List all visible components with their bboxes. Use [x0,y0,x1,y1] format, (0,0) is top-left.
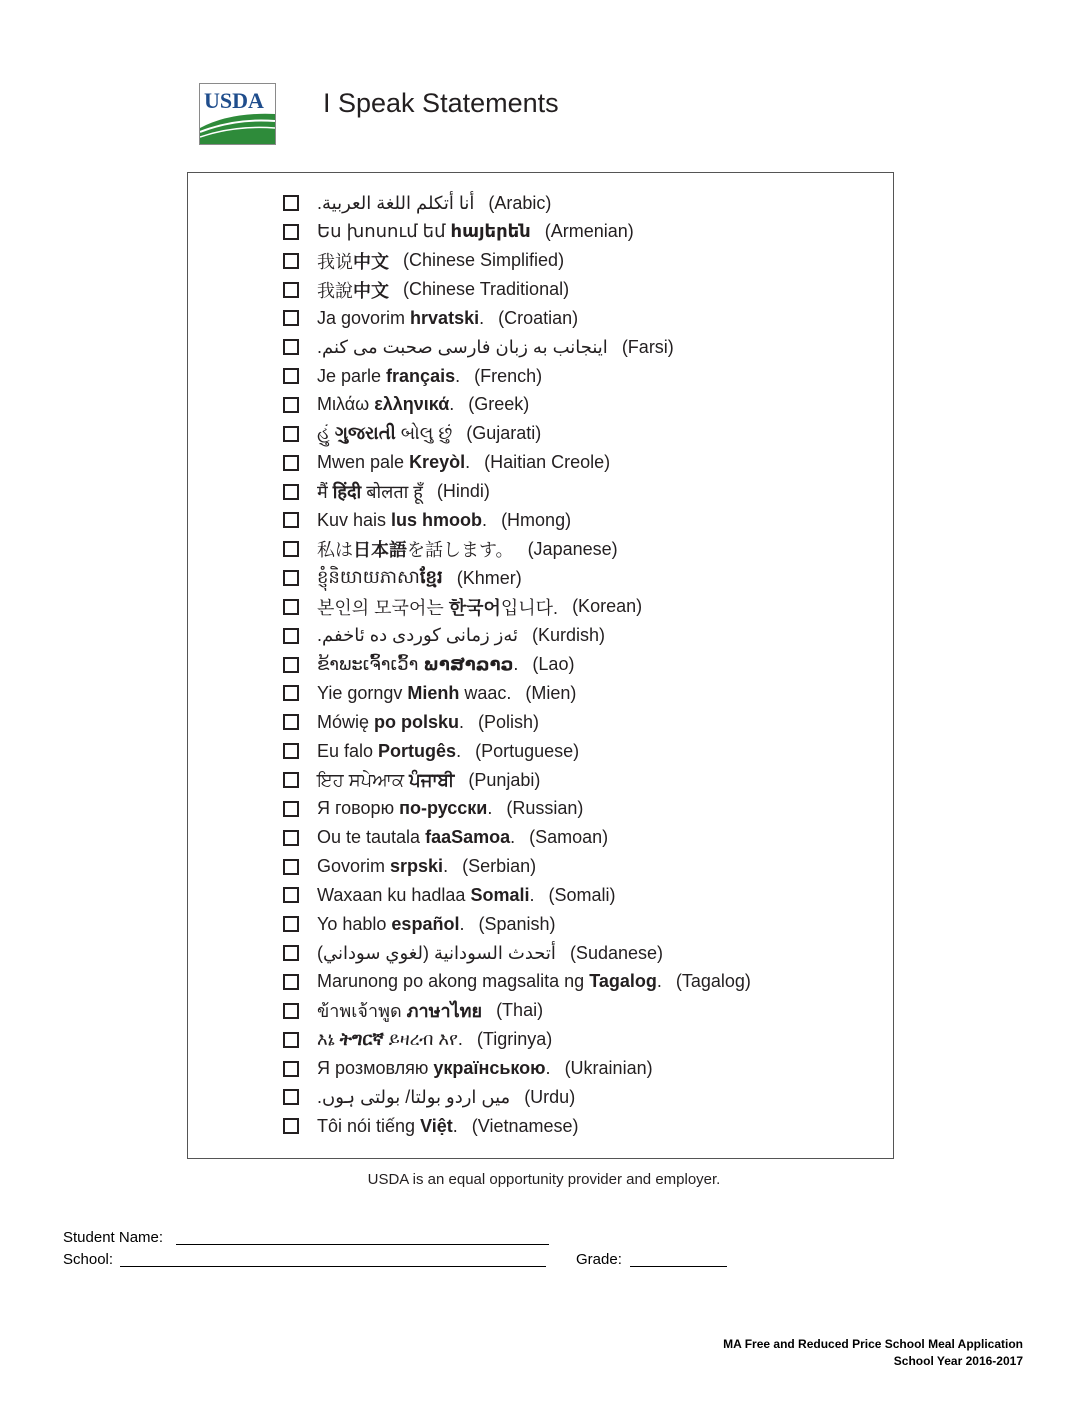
language-statement [317,452,470,473]
language-statement [317,221,531,242]
statement-text-end: waac. [459,682,512,703]
language-english-name: (Haitian Creole) [484,452,611,473]
language-english-name: (Ukrainian) [564,1058,653,1078]
language-checkbox[interactable] [283,887,299,903]
statement-text: 본인의 모국어는 [317,597,449,618]
language-row [283,363,542,389]
statement-text: ข้าพเจ้าพูด [317,1001,407,1022]
grade-field[interactable] [630,1266,727,1267]
language-statement [317,394,454,415]
statement-text: ខ្ញុំនិយាយភាសា [317,566,420,587]
language-row [283,277,569,303]
language-name-bold: ภาษาไทย [406,1001,483,1022]
language-checkbox[interactable] [283,743,299,759]
language-checkbox[interactable] [283,397,299,413]
language-checkbox[interactable] [283,570,299,586]
statement-text: Govorim [317,856,391,877]
statement-text: Waxaan ku hadlaa [317,884,471,905]
statement-text: 我說 [317,280,353,301]
language-name-bold: 日本語 [353,540,407,561]
language-row [283,565,522,591]
language-statement [317,914,464,935]
language-name-bold: ગુજરાતી [334,423,396,444]
language-name-bold: українською [433,1058,546,1078]
language-name-bold: faaSamoa [425,827,511,848]
language-english-name: (Polish) [478,711,540,732]
statement-text: እኔ [317,1029,340,1050]
language-checkbox[interactable] [283,224,299,240]
language-row [283,248,564,274]
language-name-bold: по-русски [399,798,488,819]
language-english-name: (Sudanese) [569,942,663,963]
statement-text: Marunong po akong magsalita ng [317,971,590,992]
language-row [283,1084,575,1110]
language-row [283,854,536,880]
language-statement [317,510,487,531]
statement-text: Tôi nói tiếng [317,1115,421,1136]
language-name-bold: Tagalog [589,971,657,992]
language-row [283,392,529,418]
statement-text-end: . [465,452,471,473]
language-statement [317,366,460,387]
language-row [283,940,663,966]
language-name-bold: Somali [470,884,530,905]
language-english-name: (Arabic) [488,192,552,213]
language-statement [317,798,492,819]
statement-text: Yo hablo [317,913,392,934]
language-english-name: (Hmong) [501,509,572,530]
language-statement [317,827,515,848]
language-english-name: (Spanish) [478,913,556,934]
language-name-bold: Việt [420,1115,453,1136]
language-english-name: (Armenian) [544,221,634,242]
language-name-bold: lus hmoob [391,509,483,530]
language-row [283,738,579,764]
language-checkbox[interactable] [283,541,299,557]
language-row [283,334,674,360]
language-checkbox[interactable] [283,253,299,269]
statement-text-end: . [513,654,519,675]
usda-logo-graphic [200,84,275,144]
language-row [283,1056,653,1082]
language-name-bold: հայերեն [450,221,531,242]
language-statement [317,594,558,620]
grade-label: Grade: [576,1251,622,1268]
statement-text: ਇਹ ਸਪੇਆਕ [317,769,410,790]
statement-text: Ես խոսում եմ [317,221,451,242]
statement-text-end: ئەز زمانی کوردی دە ئاخفم. [317,625,519,646]
language-english-name: (Greek) [468,394,530,415]
language-english-name: (Thai) [496,1000,544,1021]
statement-text-end: . [487,798,493,819]
statement-text-end: . [479,307,485,328]
statement-text: Ou te tautala [317,827,426,848]
language-row [283,1027,552,1053]
school-year: School Year 2016-2017 [893,1354,1023,1368]
statement-text: ຂ້າພະເຈົ້າເວົ້າ [317,654,424,675]
language-statement [317,712,464,733]
statement-text: Я говорю [317,798,400,819]
statement-text: Yie gorngv [317,682,408,703]
language-checkbox[interactable] [283,512,299,528]
language-english-name: (Lao) [532,654,575,675]
language-name-bold: ትግርኛ [339,1029,384,1050]
statement-text-end: میں اردو بولتا/ بولتی ہوں. [317,1086,511,1107]
language-english-name: (Portuguese) [475,740,580,761]
language-name-bold: ਪੰਜਾਬੀ [409,769,455,790]
language-name-bold: हिंदी [332,481,362,502]
statement-text-end: बोलता हूँ [361,481,423,502]
language-english-name: (Tagalog) [675,971,751,992]
language-statement [317,1058,551,1079]
language-name-bold: ພາສາລາວ [423,654,514,675]
statement-text-end: . [449,394,455,415]
language-row [283,1113,578,1139]
language-checkbox[interactable] [283,599,299,615]
statement-text: Kuv hais [317,509,392,530]
language-checkbox[interactable] [283,282,299,298]
statement-text: Je parle [317,365,387,386]
language-statement [317,277,389,303]
statement-text-end: أنا أتكلم اللغة العربية. [317,192,475,213]
language-checkbox[interactable] [283,685,299,701]
language-statement [317,1087,510,1108]
statement-text: मैं [317,481,333,502]
statement-text-end: 입니다. [500,597,559,618]
language-statement [317,337,608,358]
language-name-bold: Portugês [378,740,457,761]
equal-opportunity-note: USDA is an equal opportunity provider and employer. [367,1171,721,1188]
language-checkbox[interactable] [283,830,299,846]
language-row [283,882,616,908]
language-english-name: (Tigrinya) [476,1029,553,1050]
language-name-bold: Mienh [407,682,460,703]
student-name-label: Student Name: [63,1229,164,1246]
statement-text-end: . [443,856,449,877]
language-checkbox[interactable] [283,1089,299,1105]
language-row [283,305,578,331]
statement-text-end: . [459,711,465,732]
language-checkbox[interactable] [283,339,299,355]
language-name-bold: Kreyòl [409,452,466,473]
language-name-bold: español [391,913,460,934]
language-name-bold: hrvatski [410,307,480,328]
language-statement [317,308,484,329]
language-statement [317,565,443,592]
language-checkbox[interactable] [283,657,299,673]
language-row [283,680,576,706]
language-statement [317,856,448,877]
student-name-field[interactable] [176,1244,549,1245]
language-statement [317,536,514,562]
language-statement [317,654,518,675]
statement-text-end: . [510,827,516,848]
language-name-bold: 한국어 [448,597,501,618]
school-label: School: [63,1251,114,1268]
language-name-bold: français [386,365,456,386]
language-statement [317,1116,458,1137]
language-row [283,219,634,245]
language-checkbox[interactable] [283,455,299,471]
language-statement [317,423,452,444]
language-statement [317,943,556,964]
language-statement [317,770,454,791]
language-statement [317,683,511,704]
language-checkbox[interactable] [283,195,299,211]
statement-text-end: . [452,1115,458,1136]
language-checkbox[interactable] [283,772,299,788]
language-name-bold: 中文 [353,280,389,301]
statement-text-end: ይዛረብ እየ. [383,1029,463,1050]
language-english-name: (Korean) [572,596,643,617]
language-row [283,190,551,216]
school-field[interactable] [120,1266,546,1267]
language-row [283,594,642,620]
language-row [283,536,618,562]
form-footer [723,1336,1023,1370]
statement-text-end: . [656,971,662,992]
language-row [283,479,490,505]
language-statement [317,193,474,214]
usda-logo [199,83,276,145]
language-english-name: (Vietnamese) [471,1115,579,1136]
language-row [283,969,751,995]
statement-text-end: を話します。 [407,540,514,561]
statement-text: 我说 [317,251,353,272]
language-english-name: (French) [474,365,543,386]
language-name-bold: ελληνικά [374,394,450,415]
usda-logo-text: USDA [204,88,264,113]
language-row [283,911,556,937]
language-checkbox[interactable] [283,310,299,326]
language-row [283,507,571,533]
statement-text-end: . [482,509,488,530]
statement-text: 私は [317,540,353,561]
language-english-name: (Urdu) [524,1086,576,1107]
language-english-name: (Somali) [548,884,616,905]
language-checkbox[interactable] [283,714,299,730]
language-checkbox[interactable] [283,368,299,384]
language-statement [317,625,518,646]
form-title: MA Free and Reduced Price School Meal Application [723,1337,1023,1351]
language-name-bold: po polsku [374,711,460,732]
language-english-name: (Farsi) [621,336,674,357]
language-row [283,767,540,793]
language-english-name: (Khmer) [456,567,522,588]
language-row [283,998,543,1024]
language-checkbox[interactable] [283,1061,299,1077]
statement-text: Ja govorim [317,307,411,328]
statement-text-end: . [455,365,461,386]
language-english-name: (Hindi) [436,481,490,501]
language-name-bold: srpski [390,856,444,877]
language-checkbox[interactable] [283,484,299,500]
language-english-name: (Mien) [525,682,577,703]
language-statement [317,996,482,1025]
language-checkbox[interactable] [283,628,299,644]
language-checkbox[interactable] [283,916,299,932]
statement-text-end: أتحدث السودانية (لغوي سوداني) [317,942,556,963]
statement-text: Mówię [317,711,375,732]
statement-text-end: . [456,740,462,761]
language-statement [317,1029,463,1050]
language-english-name: (Chinese Simplified) [403,250,565,271]
statement-text-end: . [529,884,535,905]
statement-text: Eu falo [317,740,379,761]
statement-text: Я розмовляю [317,1058,434,1078]
language-checkbox[interactable] [283,859,299,875]
statement-text-end: اینجانب به زبان فارسی صحبت می کنم. [317,336,608,357]
language-english-name: (Chinese Traditional) [403,279,570,300]
language-checkbox[interactable] [283,974,299,990]
language-row [283,652,574,678]
page-title: I Speak Statements [323,88,559,118]
language-checkbox[interactable] [283,1032,299,1048]
statement-text-end: બોલુ છું [395,423,453,444]
language-statement [317,885,534,906]
language-statement [317,480,423,504]
language-row [283,796,583,822]
statement-text: Mwen pale [317,452,410,473]
language-checkbox[interactable] [283,801,299,817]
language-english-name: (Gujarati) [466,423,542,444]
language-checkbox[interactable] [283,945,299,961]
language-name-bold: ខ្មែរ [419,566,443,587]
statement-text: Μιλάω [317,394,375,415]
language-english-name: (Croatian) [498,307,579,328]
language-statement [317,248,389,274]
language-row [283,709,539,735]
language-name-bold: 中文 [353,251,389,272]
language-checkbox[interactable] [283,1118,299,1134]
language-english-name: (Samoan) [529,827,609,848]
language-statement [317,971,662,992]
statement-text-end: . [459,913,465,934]
language-english-name: (Russian) [506,798,584,819]
language-row [283,825,608,851]
language-english-name: (Punjabi) [468,769,541,790]
language-checkbox[interactable] [283,1003,299,1019]
language-english-name: (Serbian) [462,856,537,877]
language-english-name: (Japanese) [527,538,618,559]
language-row [283,623,605,649]
language-checkbox[interactable] [283,426,299,442]
statement-text-end: . [545,1058,551,1078]
statement-text: હું [317,423,335,444]
language-english-name: (Kurdish) [532,625,606,646]
language-row [283,421,541,447]
language-statement [317,741,461,762]
language-row [283,450,610,476]
